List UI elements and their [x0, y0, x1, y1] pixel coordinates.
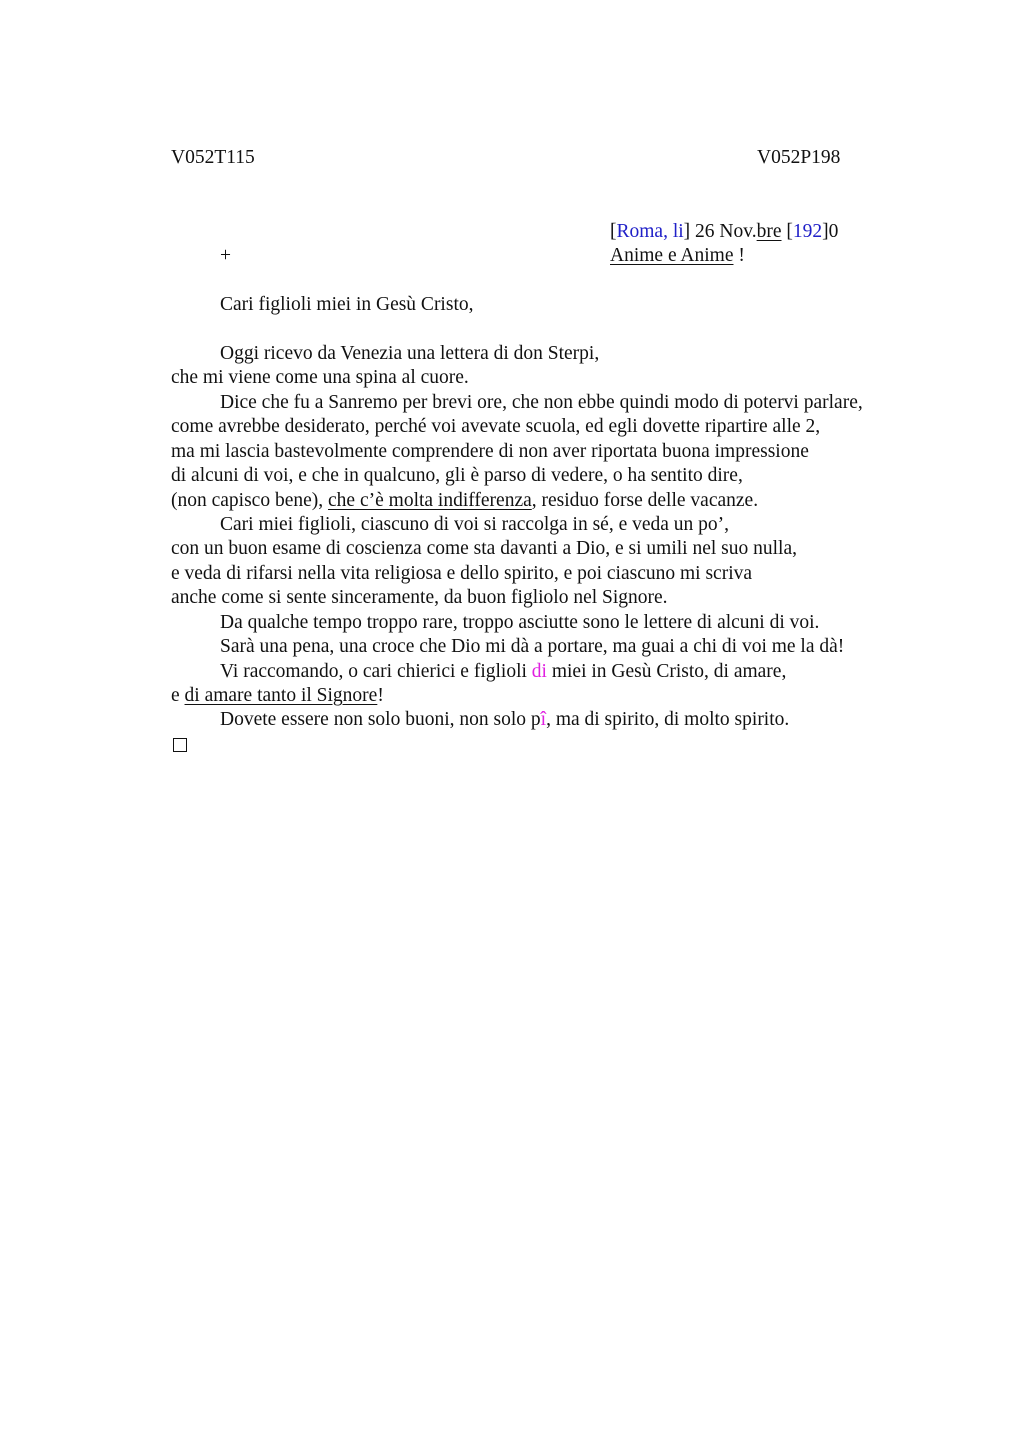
dateline-month-suffix: bre — [756, 221, 782, 242]
body-line-16 — [220, 708, 789, 732]
motto — [610, 244, 745, 268]
body-line-7-end: , residuo forse delle vacanze. — [531, 490, 759, 511]
editorial-mark-di: di — [531, 661, 547, 682]
dateline-open-bracket: [ — [610, 221, 617, 242]
body-line-14 — [220, 660, 786, 684]
body-line-8: Cari miei figlioli, ciascuno di voi si raccolga in sé, e veda un po’, — [220, 514, 730, 535]
body-line-2: che mi viene come una spina al cuore. — [171, 367, 469, 388]
editorial-mark-i: î — [540, 709, 547, 730]
cross-symbol: + — [220, 245, 231, 266]
document-code-right: V052P198 — [757, 147, 841, 168]
body-line-14-end: miei in Gesù Cristo, di amare, — [546, 661, 787, 682]
dateline-bracket: [ — [781, 221, 793, 242]
body-line-6: di alcuni di voi, e che in qualcuno, gli è parso di vedere, o ha sentito dire, — [171, 465, 743, 486]
body-line-7-start: (non capisco bene), — [171, 490, 329, 511]
body-line-15-start: e — [171, 685, 185, 706]
body-line-10: e veda di rifarsi nella vita religiosa e dello spirito, e poi ciascuno mi scriva — [171, 563, 753, 584]
underlined-phrase-indifferenza: che c’è molta indifferenza — [328, 490, 532, 511]
body-line-14-start: Vi raccomando, o cari chierici e figlioli — [220, 661, 532, 682]
body-line-1: Oggi ricevo da Venezia una lettera di don Sterpi, — [220, 343, 600, 364]
body-line-5: ma mi lascia bastevolmente comprendere di non aver riportata buona impressione — [171, 441, 809, 462]
motto-text: Anime e Anime — [610, 245, 734, 266]
body-line-16-end: , ma di spirito, di molto spirito. — [546, 709, 790, 730]
body-line-13: Sarà una pena, una croce che Dio mi dà a portare, ma guai a chi di voi me la dà! — [220, 636, 845, 657]
body-line-7 — [171, 489, 758, 513]
dateline — [610, 220, 838, 244]
dateline-year-part: 192 — [792, 221, 823, 242]
body-line-9: con un buon esame di coscienza come sta davanti a Dio, e si umili nel suo nulla, — [171, 538, 797, 559]
underlined-phrase-signore: di amare tanto il Signore — [184, 685, 378, 706]
body-line-3: Dice che fu a Sanremo per brevi ore, che non ebbe quindi modo di potervi parlare, — [220, 392, 863, 413]
body-line-4: come avrebbe desiderato, perché voi avevate scuola, ed egli dovette ripartire alle 2, — [171, 416, 821, 437]
body-line-11: anche come si sente sinceramente, da buon figliolo nel Signore. — [171, 587, 668, 608]
motto-suffix: ! — [733, 245, 745, 266]
dateline-place: Roma, li — [616, 221, 684, 242]
end-of-text-square — [173, 738, 187, 752]
body-line-15-end: ! — [377, 685, 384, 706]
body-line-12: Da qualche tempo troppo rare, troppo asciutte sono le lettere di alcuni di voi. — [220, 612, 820, 633]
dateline-year-end: ]0 — [822, 221, 839, 242]
salutation: Cari figlioli miei in Gesù Cristo, — [220, 294, 474, 315]
body-line-15 — [171, 684, 384, 708]
body-line-16-start: Dovete essere non solo buoni, non solo p — [220, 709, 541, 730]
dateline-date: ] 26 Nov. — [683, 221, 757, 242]
document-code-left: V052T115 — [171, 147, 255, 168]
